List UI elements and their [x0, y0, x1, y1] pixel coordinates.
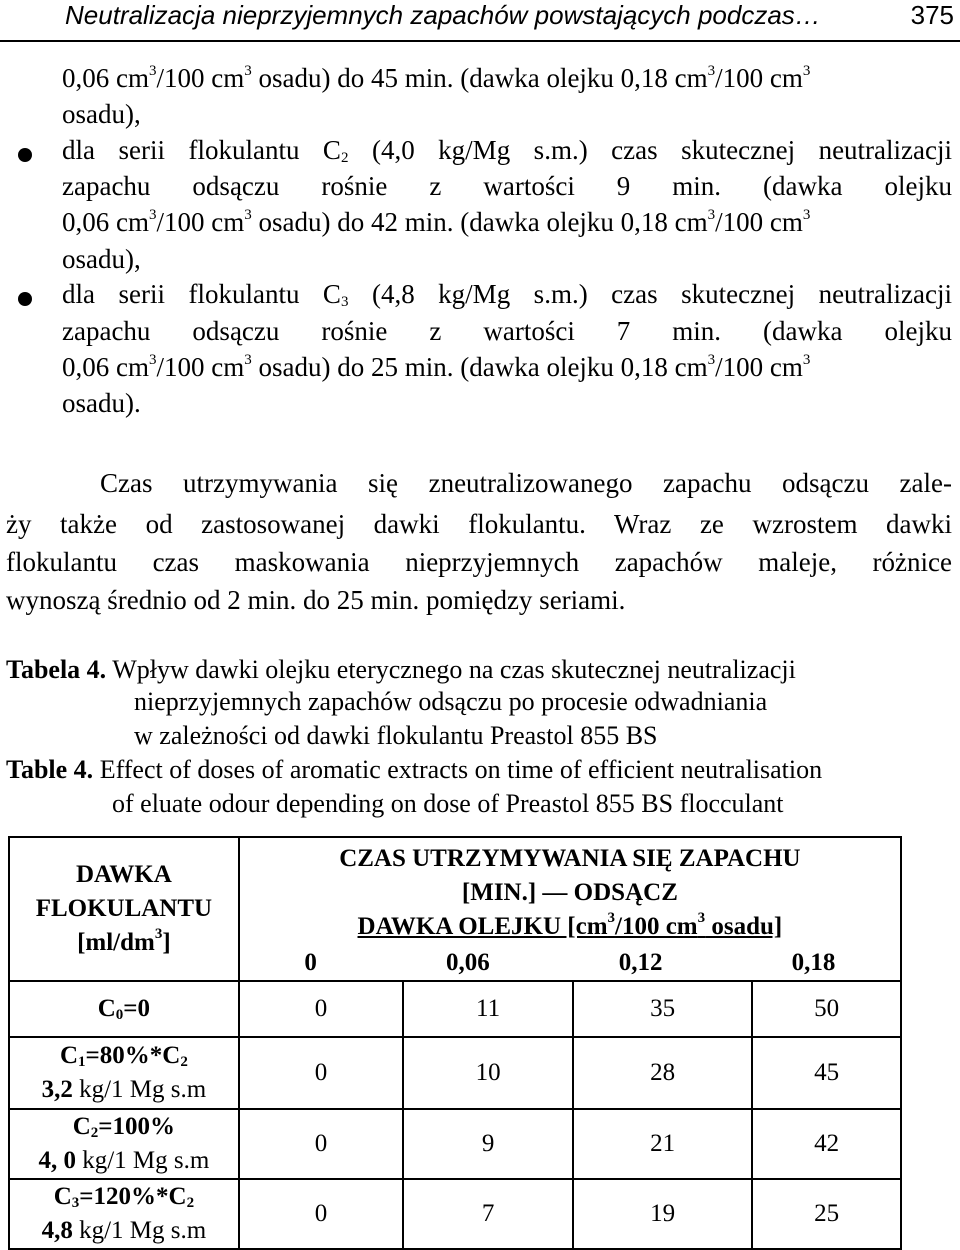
dose-level: 0: [304, 949, 317, 976]
paragraph-line-2: ży także od zastosowanej dawki flokulantu. Wraz ze wzrostem dawki: [6, 509, 952, 539]
dose-level: 0,06: [445, 949, 490, 976]
value-cell: 10: [403, 1037, 573, 1109]
bullet-1-line-4: osadu),: [62, 244, 141, 274]
row-label: $C_2=100\%$ 4, 0 kg/1 Mg s.m: [9, 1109, 239, 1179]
value-cell: 42: [752, 1109, 901, 1179]
running-title: Neutralizacja nieprzyjemnych zapachów powstających podczas…: [65, 0, 821, 30]
table-caption-pl-line-2: nieprzyjemnych zapachów odsączu po procesie odwadniania: [134, 687, 768, 716]
row-label: $C_1=80\%*C_2$ 3,2 kg/1 Mg s.m: [9, 1037, 239, 1109]
row-label: $C_3=120\%*C_2$ 4,8 kg/1 Mg s.m: [9, 1179, 239, 1249]
body-line-2: osadu),: [62, 99, 141, 129]
bullet-1-line-2: zapachu odsączu rośnie z wartości 9 min. (dawka olejku: [62, 171, 952, 201]
dose-level: 0,12: [618, 949, 663, 976]
value-cell: 7: [403, 1179, 573, 1249]
table-row: [9, 1179, 901, 1249]
value-cell: 11: [403, 981, 573, 1037]
bullet-1-line-1: dla serii flokulantu $C_2$ (4,0 kg/Mg s.m.) czas skutecznej neutralizacji: [62, 135, 952, 166]
bullet-2-line-3: 0,06 $cm^3/100$ $cm^3$ osadu) do 25 min. (dawka olejku 0,18 $cm^3/100$ $cm^3$: [62, 352, 811, 382]
table-row: [9, 981, 901, 1037]
header-cell-time: CZAS UTRZYMYWANIA SIĘ ZAPACHU [MIN.] — ODSĄCZ DAWKA OLEJKU [$cm^3/100$ $cm^3$ osadu] 0 0,06 0,12 0,18: [239, 837, 901, 981]
value-cell: 35: [573, 981, 753, 1037]
value-cell: 50: [752, 981, 901, 1037]
dose-level: 0,18: [791, 949, 836, 976]
bullet-2-line-1: dla serii flokulantu $C_3$ (4,8 kg/Mg s.m.) czas skutecznej neutralizacji: [62, 279, 952, 310]
header-cell-dose-flocculant: DAWKA FLOKULANTU $[ml/dm^3]$: [9, 837, 239, 981]
table-caption-pl-line-3: w zależności od dawki flokulantu Preastol 855 BS: [134, 721, 658, 750]
value-cell: 19: [573, 1179, 753, 1249]
dose-levels-row: [240, 946, 900, 980]
value-cell: 28: [573, 1037, 753, 1109]
value-cell: 9: [403, 1109, 573, 1179]
value-cell: 0: [239, 1109, 404, 1179]
page-number: 375: [910, 0, 954, 30]
row-label: $C_0=0$: [9, 981, 239, 1037]
bullet-2-line-4: osadu).: [62, 388, 141, 418]
bullet-icon: [18, 148, 32, 162]
bullet-2-line-2: zapachu odsączu rośnie z wartości 7 min. (dawka olejku: [62, 316, 952, 346]
value-cell: 25: [752, 1179, 901, 1249]
bullet-icon: [18, 292, 32, 306]
value-cell: 0: [239, 981, 404, 1037]
table-caption-en-line-2: of eluate odour depending on dose of Preastol 855 BS flocculant: [112, 789, 784, 818]
results-table: [8, 836, 902, 1250]
value-cell: 0: [239, 1037, 404, 1109]
table-caption-en-line-1: Table 4. Effect of doses of aromatic extracts on time of efficient neutralisation: [6, 755, 823, 784]
body-line-1: 0,06 $cm^3/100$ $cm^3$ osadu) do 45 min. (dawka olejku 0,18 $cm^3/100$ $cm^3$: [62, 63, 811, 93]
bullet-1-line-3: 0,06 $cm^3/100$ $cm^3$ osadu) do 42 min. (dawka olejku 0,18 $cm^3/100$ $cm^3$: [62, 207, 811, 237]
value-cell: 45: [752, 1037, 901, 1109]
value-cell: 21: [573, 1109, 753, 1179]
paragraph-line-3: flokulantu czas maskowania nieprzyjemnych zapachów maleje, różnice: [6, 547, 952, 577]
paragraph-line-4: wynoszą średnio od 2 min. do 25 min. pomiędzy seriami.: [6, 585, 626, 615]
value-cell: 0: [239, 1179, 404, 1249]
table-row: [9, 1109, 901, 1179]
table-row: [9, 1037, 901, 1109]
paragraph-line-1: Czas utrzymywania się zneutralizowanego zapachu odsączu zale-: [100, 468, 952, 498]
table-caption-pl-line-1: Tabela 4. Wpływ dawki olejku eterycznego na czas skutecznej neutralizacji: [6, 655, 796, 684]
